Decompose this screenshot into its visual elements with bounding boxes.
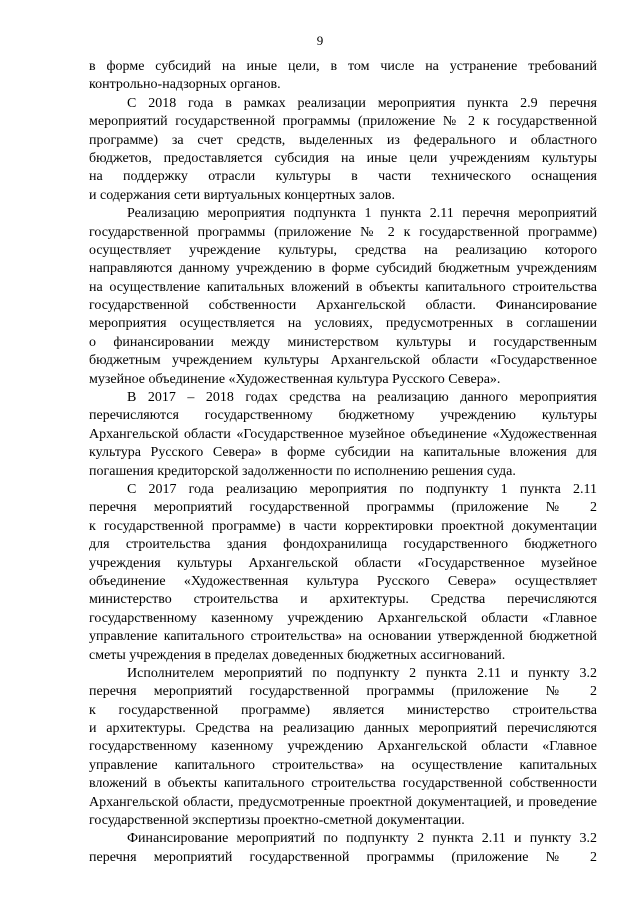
text-line: программе) за счет средств, выделенных из федерального и областного [89, 132, 597, 148]
text-line: контрольно-надзорных органов. [89, 77, 281, 93]
text-line: осуществляет учреждение культуры, средства на реализацию которого [89, 242, 597, 258]
text-line: государственной программы (приложение № 2 к государственной программе) [89, 224, 597, 240]
text-line: перечня мероприятий государственной программы (приложение № 2 [89, 500, 597, 516]
text-line: министерство строительства и архитектуры. Средства перечисляются [89, 592, 597, 608]
text-line: к государственной программе) в части корректировки проектной документации [89, 518, 597, 534]
text-line: музейное объединение «Художественная культура Русского Севера». [89, 371, 501, 387]
text-line: управление капитального строительства» на осуществление капитальных [89, 757, 597, 773]
text-line: Финансирование мероприятий по подпункту 2 пункта 2.11 и пункту 3.2 [127, 831, 597, 847]
text-line: управление капитального строительства» на основании утвержденной бюджетной [89, 629, 597, 645]
text-line: для строительства здания фондохранилища государственного бюджетного [89, 537, 597, 553]
text-line: учреждения культуры Архангельской области «Государственное музейное [89, 555, 597, 571]
text-line: к государственной программе) является министерство строительства [89, 702, 597, 718]
page-number: 9 [316, 33, 324, 48]
text-line: на поддержку отрасли культуры в части технического оснащения [89, 169, 597, 185]
text-line: культура Русского Севера» в форме субсидии на капитальные вложения для [89, 445, 597, 461]
text-line: и содержания сети виртуальных концертных залов. [89, 187, 396, 203]
text-line: Реализацию мероприятия подпункта 1 пункта 2.11 перечня мероприятий [127, 206, 597, 222]
text-line: и архитектуры. Средства на реализацию данных мероприятий перечисляются [89, 721, 597, 737]
text-line: государственному казенному учреждению Архангельской области «Главное [89, 610, 597, 626]
text-line: С 2018 года в рамках реализации мероприятия пункта 2.9 перечня [127, 95, 597, 111]
text-line: государственному казенному учреждению Архангельской области «Главное [89, 739, 597, 755]
text-line: В 2017 – 2018 годах средства на реализацию данного мероприятия [127, 390, 597, 406]
text-line: мероприятия осуществляется на условиях, предусмотренных в соглашении [89, 316, 597, 332]
text-line: бюджетным учреждением культуры Архангельской области «Государственное [89, 353, 597, 369]
text-line: сметы учреждения в пределах доведенных бюджетных ассигнований. [89, 647, 506, 663]
text-line: объединение «Художественная культура Русского Севера» осуществляет [89, 573, 597, 589]
text-line: перечисляются государственному бюджетному учреждению культуры [89, 408, 597, 424]
text-line: перечня мероприятий государственной программы (приложение № 2 [89, 684, 597, 700]
text-line: мероприятий государственной программы (приложение № 2 к государственной [89, 114, 597, 130]
text-line: Архангельской области «Государственное музейное объединение «Художественная [89, 426, 597, 442]
text-line: направляются данному учреждению в форме субсидий бюджетным учреждениям [89, 261, 597, 277]
text-line: в форме субсидий на иные цели, в том числе на устранение требований [89, 59, 597, 74]
text-line: Архангельской области, предусмотренные проектной документацией, и проведение [89, 794, 597, 810]
text-line: вложений в объекты капитального строительства государственной собственности [89, 776, 597, 792]
text-line: бюджетов, предоставляется субсидия на иные цели учреждениям культуры [89, 150, 597, 166]
text-line: о финансировании между министерством культуры и государственным [89, 334, 597, 350]
text-line: С 2017 года реализацию мероприятия по подпункту 1 пункта 2.11 [127, 481, 597, 497]
text-line: на осуществление капитальных вложений в объекты капитального строительства [89, 279, 597, 295]
text-line: государственной экспертизы проектно-сметной документации. [89, 813, 465, 829]
text-line: Исполнителем мероприятий по подпункту 2 пункта 2.11 и пункту 3.2 [127, 665, 597, 681]
body-text [89, 58, 597, 867]
text-line: погашения кредиторской задолженности по исполнению решения суда. [89, 463, 516, 479]
text-line: перечня мероприятий государственной программы (приложение № 2 [89, 849, 597, 865]
text-line: государственной собственности Архангельской области. Финансирование [89, 298, 597, 314]
